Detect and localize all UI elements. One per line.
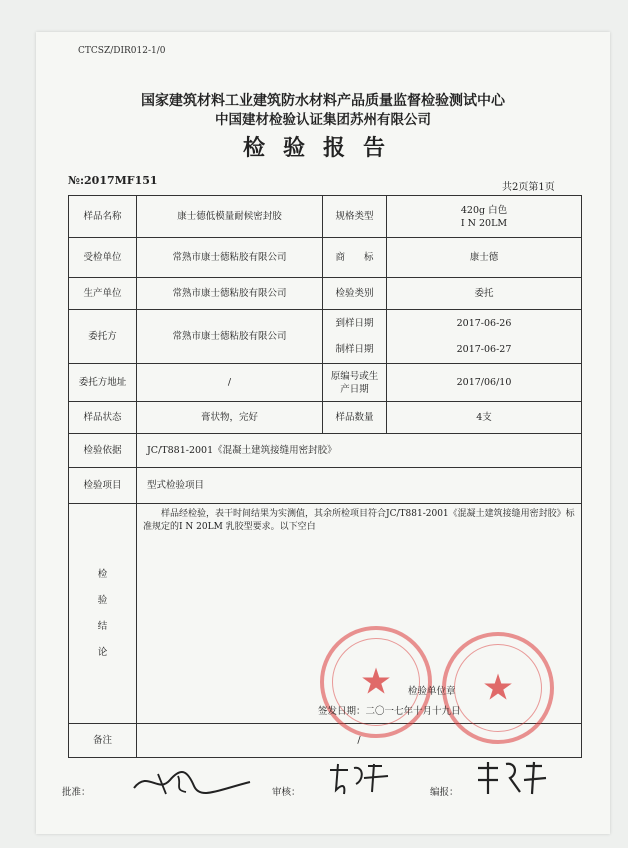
report-page — [36, 32, 610, 834]
star-icon: ★ — [481, 667, 515, 709]
review-label: 审核： — [272, 787, 301, 798]
conclusion-label-char-2: 验 — [97, 594, 108, 606]
spec-line-1: 420g 白色 — [460, 204, 508, 216]
orig-no-value: 2017/06/10 — [387, 364, 582, 402]
document-code: CTCSZ/DIR012-1/0 — [78, 46, 166, 56]
inspection-type-label: 检验类别 — [323, 278, 387, 310]
conclusion-label-char-1: 检 — [97, 568, 108, 580]
company-name: 中国建材检验认证集团苏州有限公司 — [215, 112, 431, 128]
prep-date-value: 2017-06-27 — [387, 337, 582, 364]
compile-signature — [472, 758, 552, 800]
spec-label: 规格类型 — [323, 196, 387, 238]
orig-no-label: 原编号或生产日期 — [323, 364, 387, 402]
arrival-date-value: 2017-06-26 — [387, 310, 582, 337]
institution-name: 国家建筑材料工业建筑防水材料产品质量监督检验测试中心 — [141, 93, 505, 109]
state-label: 样品状态 — [69, 402, 137, 434]
entrusting-value: 常熟市康士德粘胶有限公司 — [137, 310, 323, 364]
star-icon: ★ — [359, 661, 393, 703]
page-count: 共2页第1页 — [502, 182, 555, 193]
qty-label: 样品数量 — [323, 402, 387, 434]
report-title: 检验报告 — [242, 135, 403, 161]
conclusion-text: 样品经检验，表干时间结果为实测值，其余所检项目符合JC/T881-2001《混凝土建筑接缝用密封胶》标准规定的I N 20LM 乳胶型要求。以下空白 — [143, 509, 575, 532]
conclusion-label-char-4: 论 — [97, 646, 108, 658]
items-value: 型式检验项目 — [137, 468, 582, 504]
brand-value: 康士德 — [387, 238, 582, 278]
remarks-value: / — [137, 724, 582, 758]
sample-name-label: 样品名称 — [69, 196, 137, 238]
compile-label: 编报： — [430, 787, 459, 798]
basis-label: 检验依据 — [69, 434, 137, 468]
brand-label: 商 标 — [323, 238, 387, 278]
conclusion-label-char-3: 结 — [97, 620, 108, 632]
inspection-seal-right — [442, 632, 554, 744]
arrival-date-label: 到样日期 — [323, 310, 387, 337]
producer-label: 生产单位 — [69, 278, 137, 310]
review-signature — [324, 760, 394, 798]
sample-name-value: 康士德低模量耐候密封胶 — [137, 196, 323, 238]
address-value: / — [137, 364, 323, 402]
inspection-seal-left — [320, 626, 432, 738]
client-value: 常熟市康士德粘胶有限公司 — [137, 238, 323, 278]
spec-value — [387, 196, 582, 238]
approve-label: 批准： — [62, 787, 91, 798]
conclusion-label — [69, 504, 137, 724]
basis-value: JC/T881-2001《混凝土建筑接缝用密封胶》 — [137, 434, 582, 468]
report-number: №:2017MF151 — [68, 174, 158, 187]
address-label: 委托方地址 — [69, 364, 137, 402]
entrusting-label: 委托方 — [69, 310, 137, 364]
spec-line-2: I N 20LM — [460, 217, 508, 229]
client-label: 受检单位 — [69, 238, 137, 278]
items-label: 检验项目 — [69, 468, 137, 504]
qty-value: 4支 — [387, 402, 582, 434]
approve-signature — [128, 764, 258, 798]
stamp-caption: 检验单位章 — [408, 686, 456, 697]
inspection-type-value: 委托 — [387, 278, 582, 310]
state-value: 膏状物，完好 — [137, 402, 323, 434]
remarks-label: 备注 — [69, 724, 137, 758]
issue-date: 签发日期：二〇一七年十月十九日 — [318, 706, 461, 717]
producer-value: 常熟市康士德粘胶有限公司 — [137, 278, 323, 310]
prep-date-label: 制样日期 — [323, 337, 387, 364]
